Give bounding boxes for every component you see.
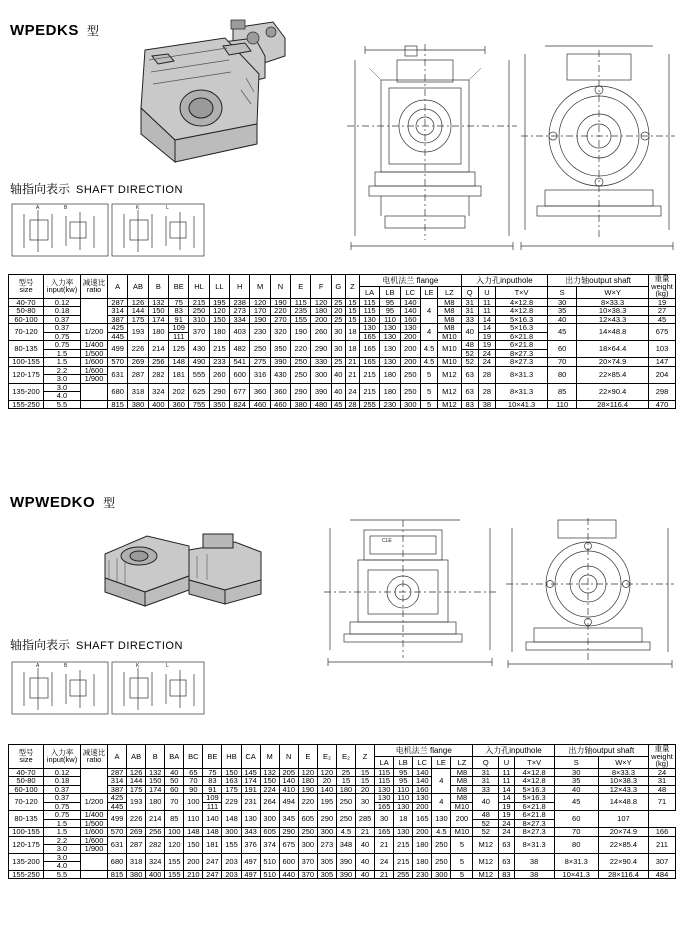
th2-power: 入力率 input(kw) — [44, 745, 81, 769]
th2-BE: BE — [203, 745, 222, 769]
spec-table-body-2 — [9, 768, 676, 879]
th2-B: B — [146, 745, 165, 769]
th-LB: LB — [380, 287, 400, 298]
shaft-direction-figures-1 — [8, 200, 208, 260]
th-N: N — [270, 275, 290, 299]
table-row: 1.5 1/500 52 24 8×27.3 — [9, 349, 676, 358]
table-row: 100-155 1.5 1/600 570 269 256 148 490 233 541 275 390 250 330 25 21 165 130 200 4.5 M10 52 24 8×27.3 70 20×74.9 147 — [9, 358, 676, 367]
table-row: 3.0 1/900 — [9, 375, 676, 384]
table-row: 0.75 445 111 165 130 200 M10 19 6×21.8 — [9, 802, 676, 811]
th2-E: E — [298, 745, 317, 769]
svg-text:K: K — [136, 205, 140, 211]
th2-M: M — [260, 745, 279, 769]
technical-drawing-front-view-2 — [320, 512, 500, 672]
table-row: 155-250 5.5 815 380 400 360 755 350 824 460 460 380 480 45 28 255 230 300 5 M12 83 38 10×41.3 110 28×116.4 470 — [9, 400, 676, 409]
th-S: S — [548, 287, 577, 298]
table-row: 70-120 0.37 1/200 425 193 180 70 100 109 229 231 264 494 220 195 250 30 130 110 130 4 M8 40 14 5×16.3 45 14×48.8 71 — [9, 794, 676, 803]
table-row: 4.0 — [9, 392, 676, 401]
section-title-suffix-2: 型 — [103, 496, 116, 510]
th2-LB: LB — [394, 757, 413, 768]
th2-size: 型号 size — [9, 745, 44, 769]
table-row: 120-175 2.2 1/600 631 287 282 181 555 260 600 316 430 250 300 40 21 215 180 250 5 M12 63 28 8×31.3 80 22×85.4 204 — [9, 366, 676, 375]
svg-text:A: A — [36, 663, 40, 669]
section-title-text: WPEDKS — [10, 22, 79, 39]
th2-HB: HB — [222, 745, 241, 769]
th2-E3: E₂ — [336, 745, 355, 769]
th-group-input-hole: 入力孔inputhole — [461, 275, 548, 287]
th-group-motor-flange: 电机法兰 flange — [359, 275, 461, 287]
th2-group-output-shaft: 出力轴output shaft — [554, 745, 648, 757]
shaft-direction-label-1 — [10, 180, 183, 197]
table-row: 60-100 0.37 387 175 174 91 310 150 334 190 270 155 200 25 15 130 110 160 M8 33 14 5×16.3 40 12×43.3 45 — [9, 315, 676, 324]
th-weight: 重量 weight (kg) — [649, 275, 676, 299]
section-title-text-2: WPWEDKO — [10, 494, 96, 511]
th2-E2: E₂ — [317, 745, 336, 769]
th2-LE: LE — [432, 757, 451, 768]
table-row: 135-200 3.0 680 318 324 155 200 247 203 497 510 600 370 305 390 40 24 215 180 250 5 M12 63 38 8×31.3 22×90.4 307 — [9, 853, 676, 862]
table-row: 40-70 0.12 287 126 132 40 65 75 150 145 132 205 120 120 25 15 115 95 140 4 M8 31 11 4×12.8 30 8×33.3 24 — [9, 768, 676, 777]
th-Z: Z — [345, 275, 359, 299]
th2-AB: AB — [127, 745, 146, 769]
th2-WY: W×Y — [598, 757, 648, 768]
th-group-output-shaft: 出力轴output shaft — [548, 275, 649, 287]
svg-text:A: A — [36, 205, 40, 211]
table-row: 4.0 — [9, 862, 676, 871]
svg-text:B: B — [64, 205, 68, 211]
th-H: H — [230, 275, 250, 299]
th-E: E — [291, 275, 311, 299]
table-row: 60-100 0.37 387 175 174 60 90 91 175 191 224 410 190 140 180 20 130 110 160 M8 33 14 5×16.3 40 12×43.3 48 — [9, 785, 676, 794]
th2-Z: Z — [356, 745, 375, 769]
th-F: F — [311, 275, 331, 299]
th-LC: LC — [400, 287, 420, 298]
table-row: 40-70 0.12 287 126 132 75 215 195 238 120 190 115 120 25 15 115 95 140 4 M8 31 11 4×12.8 30 8×33.3 19 — [9, 298, 676, 307]
gearbox-isometric-drawing-1 — [105, 12, 290, 172]
shaft-direction-label-2 — [10, 636, 183, 653]
th-Q: Q — [461, 287, 478, 298]
shaft-direction-en: SHAFT DIRECTION — [76, 184, 183, 196]
th2-S: S — [554, 757, 598, 768]
th-G: G — [331, 275, 345, 299]
table-row: 1.5 1/500 52 24 8×27.3 — [9, 819, 676, 828]
shaft-direction-cn: 轴指向表示 — [10, 182, 71, 196]
th2-TV: T×V — [514, 757, 554, 768]
technical-drawing-side-view-1 — [515, 40, 680, 255]
technical-drawing-front-view-1 — [345, 40, 520, 255]
table-row: 155-250 5.5 815 380 400 155 210 247 203 497 510 440 370 305 390 40 21 255 230 300 5 M12 83 38 10×41.3 28×116.4 484 — [9, 870, 676, 879]
table-row: 135-200 3.0 680 318 324 202 625 290 677 360 360 290 390 40 24 215 180 250 5 M12 63 28 8×31.3 85 22×90.4 298 — [9, 383, 676, 392]
svg-text:K: K — [136, 663, 140, 669]
th-U: U — [478, 287, 495, 298]
spec-table-wpedks — [8, 274, 676, 409]
shaft-direction-en-2: SHAFT DIRECTION — [76, 640, 183, 652]
gearbox-isometric-drawing-2 — [85, 520, 275, 630]
th2-weight: 重量 weight (kg) — [649, 745, 676, 769]
table-row: 3.0 1/900 — [9, 845, 676, 854]
th-TV: T×V — [496, 287, 548, 298]
svg-text:L: L — [166, 205, 169, 211]
th-BE: BE — [169, 275, 189, 299]
section-title-suffix: 型 — [86, 24, 100, 38]
section-title-wpwedko — [10, 494, 116, 511]
section-title-wpedks — [10, 22, 99, 39]
svg-text:CLE: CLE — [382, 538, 392, 544]
shaft-direction-figures-2 — [8, 658, 208, 718]
th2-LZ: LZ — [451, 757, 473, 768]
th-AB: AB — [128, 275, 148, 299]
table-row: 50-80 0.18 314 144 150 83 250 120 273 170 220 235 180 20 15 115 95 140 M8 31 11 4×12.8 35 10×38.3 27 — [9, 307, 676, 316]
th2-LC: LC — [413, 757, 432, 768]
th2-CA: CA — [241, 745, 260, 769]
technical-drawing-side-view-2 — [500, 512, 680, 672]
th2-group-motor-flange: 电机法兰 flange — [375, 745, 473, 757]
table-row: 0.75 445 111 165 130 200 M10 19 6×21.8 — [9, 332, 676, 341]
th-HL: HL — [189, 275, 209, 299]
th-M: M — [250, 275, 270, 299]
th2-LA: LA — [375, 757, 394, 768]
th2-group-input-hole: 入力孔inputhole — [473, 745, 554, 757]
th-LL: LL — [209, 275, 229, 299]
th2-N: N — [279, 745, 298, 769]
th2-BC: BC — [184, 745, 203, 769]
th-ratio: 减速比 ratio — [81, 275, 108, 299]
th-power: 入力率 input(kw) — [44, 275, 81, 299]
table-row: 80-135 0.75 1/400 499 226 214 125 430 215 482 250 350 220 290 30 18 165 130 200 4.5 M10 48 19 6×21.8 60 18×64.4 103 — [9, 341, 676, 350]
th2-ratio: 减速比 ratio — [81, 745, 108, 769]
th2-U: U — [499, 757, 514, 768]
table-row: 80-135 0.75 1/400 499 226 214 85 110 140 148 130 300 345 605 290 250 285 30 18 165 130 200 48 19 6×21.8 60 107 — [9, 811, 676, 820]
table-row: 120-175 2.2 1/600 631 287 282 120 150 181 155 376 374 675 300 273 348 40 21 215 180 250 5 M12 63 8×31.3 80 22×85.4 211 — [9, 836, 676, 845]
spec-table-body-1 — [9, 298, 676, 409]
table-row: 70-120 0.37 1/200 425 193 180 109 370 180 403 230 320 190 260 30 18 130 130 130 4 M8 40 14 5×16.3 45 14×48.8 675 — [9, 324, 676, 333]
th-WY: W×Y — [577, 287, 649, 298]
table-row: 100-155 1.5 1/600 570 269 256 100 148 148 300 343 605 290 250 300 4.5 21 165 130 200 4.5 M10 52 24 8×27.3 70 20×74.9 166 — [9, 828, 676, 837]
th-size: 型号 size — [9, 275, 44, 299]
th2-BA: BA — [165, 745, 184, 769]
th2-Q: Q — [473, 757, 499, 768]
th-LA: LA — [359, 287, 379, 298]
shaft-direction-cn-2: 轴指向表示 — [10, 638, 71, 652]
th-LZ: LZ — [438, 287, 461, 298]
svg-text:L: L — [166, 663, 169, 669]
spec-table-wpwedko — [8, 744, 676, 879]
th-B: B — [148, 275, 168, 299]
table-row: 50-80 0.18 314 144 150 50 70 83 163 174 150 140 180 20 15 15 115 95 140 M8 31 11 4×12.8 35 10×38.3 31 — [9, 777, 676, 786]
th-A: A — [108, 275, 128, 299]
th-LE: LE — [420, 287, 437, 298]
svg-text:B: B — [64, 663, 68, 669]
th2-A: A — [108, 745, 127, 769]
